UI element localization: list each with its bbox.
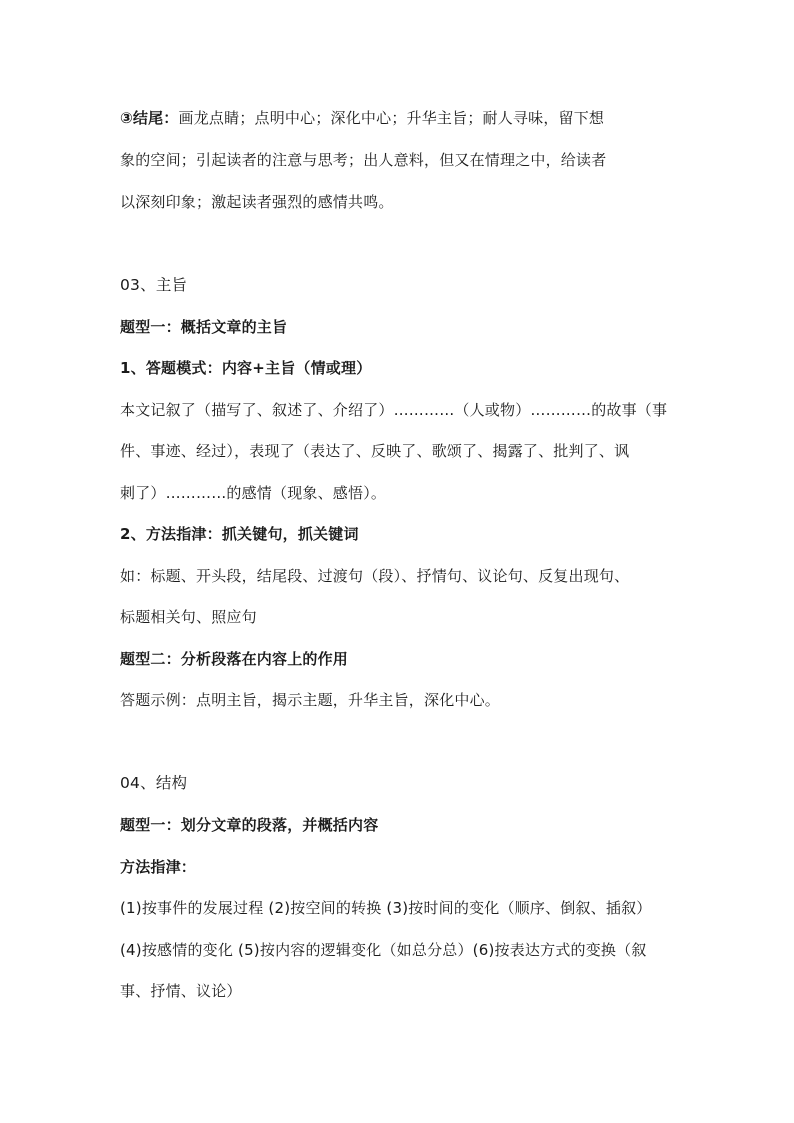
section-04-heading: 04、结构 [120,774,188,792]
ending-line-2: 象的空间；引起读者的注意与思考；出人意料，但又在情理之中，给读者 [120,151,607,169]
section-03-method-line-1: 如：标题、开头段，结尾段、过渡句（段）、抒情句、议论句、反复出现句、 [120,567,630,585]
section-03-method-line-2: 标题相关句、照应句 [120,608,257,626]
section-04-method-line-3: 事、抒情、议论） [120,982,242,1000]
section-04-method-line-2: (4)按感情的变化 (5)按内容的逻辑变化（如总分总）(6)按表达方式的变换（叙 [120,941,647,959]
section-03-mode-line-3: 刺了）…………的感情（现象、感悟）。 [120,484,387,502]
ending-text-1: 画龙点睛；点明中心；深化中心；升华主旨；耐人寻味，留下想 [178,109,605,127]
section-04-method-title: 方法指津： [120,858,197,876]
ending-line-3: 以深刻印象；激起读者强烈的感情共鸣。 [120,193,394,211]
section-04-type1-title: 题型一：划分文章的段落，并概括内容 [120,816,379,834]
section-03-type2-title: 题型二：分析段落在内容上的作用 [120,650,349,668]
section-03-type2-answer: 答题示例：点明主旨，揭示主题，升华主旨，深化中心。 [120,691,501,709]
section-03-mode-title: 1、答题模式：内容+主旨（情或理） [120,359,372,377]
section-03-mode-line-2: 件、事迹、经过），表现了（表达了、反映了、歌颂了、揭露了、批判了、讽 [120,442,630,460]
section-03-type1-title: 题型一：概括文章的主旨 [120,318,288,336]
section-04-method-line-1: (1)按事件的发展过程 (2)按空间的转换 (3)按时间的变化（顺序、倒叙、插叙） [120,899,652,917]
section-03-heading: 03、主旨 [120,276,188,294]
ending-label: ③结尾： [120,109,179,127]
section-03-mode-line-1: 本文记叙了（描写了、叙述了、介绍了）…………（人或物）…………的故事（事 [120,401,668,419]
ending-line-1 [120,108,680,128]
section-03-method-title: 2、方法指津：抓关键句，抓关键词 [120,525,359,543]
